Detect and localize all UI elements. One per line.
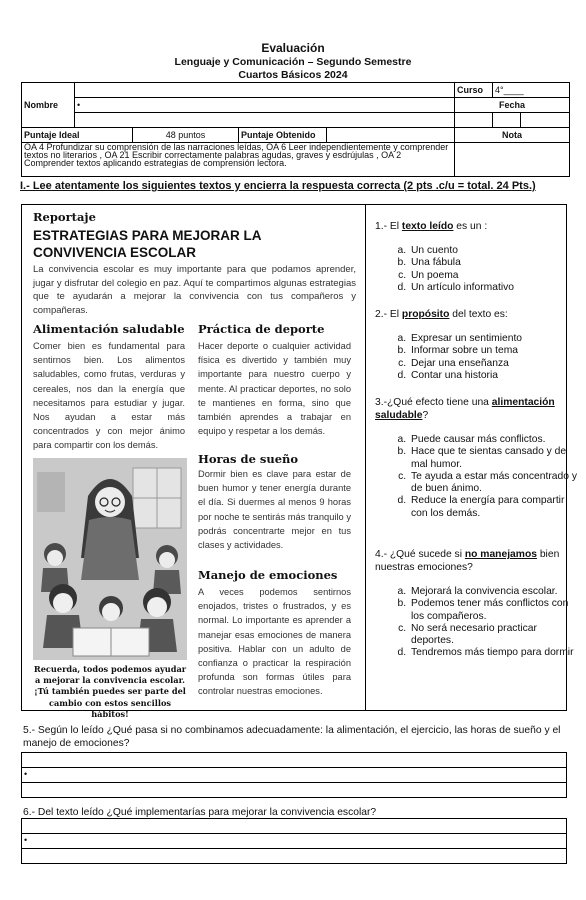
answer-line[interactable]	[22, 819, 566, 834]
section-heading-sueno: Horas de sueño	[198, 452, 299, 466]
answer-line[interactable]	[22, 768, 566, 783]
question-4-option-b[interactable]: b. Podemos tener más conflictos con los compañeros.	[409, 598, 581, 623]
question-5: 5.- Según lo leído ¿Qué pasa si no combinamos adecuadamente: la alimentación, el ejercicio, las horas de sueño y el manejo de emociones?	[23, 725, 561, 749]
question-2-option-c[interactable]: c. Dejar una enseñanza	[409, 358, 581, 370]
nota-label: Nota	[455, 128, 570, 143]
instructions: I.- Lee atentamente los siguientes textos y encierra la respuesta correcta (2 pts .c/u = total. 24 Pts.)	[20, 180, 536, 192]
article-intro: La convivencia escolar es muy importante para que podamos aprender, jugar y disfrutar del colegio en paz. Aquí te compartimos algunas estrategias que te ayudarán a mejorar la convivencia con tus compañeros y compañeras.	[33, 264, 356, 316]
answer-line[interactable]	[22, 783, 566, 797]
section-heading-emociones: Manejo de emociones	[198, 568, 338, 582]
nota-field[interactable]	[455, 143, 570, 177]
section-text-deporte: Hacer deporte o cualquier actividad física es divertido y también muy importante para nuestro cuerpo y mente. Al practicar deportes, no solo te mantienes en forma, sino que también aprendes a trabajar en equipo y respetar a los demás.	[198, 341, 351, 437]
illustration-caption: Recuerda, todos podemos ayudar a mejorar la convivencia escolar. ¡Tú también puedes ser parte del cambio con estos sencillos hábitos!	[33, 664, 187, 719]
question-4-option-d[interactable]: d. Tendremos más tiempo para dormir	[409, 647, 581, 659]
question-1-option-a[interactable]: a. Un cuento	[409, 245, 581, 257]
section-text-emociones: A veces podemos sentirnos enojados, tristes o frustrados, y es normal. Lo importante es aprender a manejar esas emociones de manera positiva. Hablar con un adulto de confianza o practicar la respiración profunda son formas útiles para controlar nuestras emociones.	[198, 587, 351, 697]
section-text-sueno: Dormir bien es clave para estar de buen humor y tener energía durante el día. Si duermes al menos 9 horas por noche te sentirás más tranquilo y podrás concentrarte mejor en tus clases y actividades.	[198, 469, 351, 551]
bullet-marker: •	[24, 769, 28, 779]
question-1: 1.- El texto leído es un :	[375, 221, 488, 232]
question-3-option-c[interactable]: c. Te ayuda a estar más concentrado y de buen ánimo.	[409, 471, 581, 496]
question-1-option-b[interactable]: b. Una fábula	[409, 257, 581, 269]
question-2-options	[393, 333, 581, 382]
question-4-options	[393, 586, 581, 660]
question-1-option-c[interactable]: c. Un poema	[409, 270, 581, 282]
question-4-option-c[interactable]: c. No será necesario practicar deportes.	[409, 623, 581, 648]
article-label: Reportaje	[33, 210, 96, 224]
section-heading-deporte: Práctica de deporte	[198, 322, 325, 336]
question-2: 2.- El propósito del texto es:	[375, 309, 508, 320]
bullet-marker: •	[24, 835, 28, 845]
question-6-answer-lines[interactable]	[21, 818, 567, 864]
puntaje-obtenido-field[interactable]	[327, 128, 455, 143]
answer-line[interactable]	[22, 753, 566, 768]
fecha-day-field[interactable]	[455, 113, 493, 128]
puntaje-obtenido-label: Puntaje Obtenido	[239, 128, 327, 143]
nombre-label: Nombre	[22, 83, 75, 128]
question-2-option-d[interactable]: d. Contar una historia	[409, 370, 581, 382]
question-3: 3.-¿Qué efecto tiene una alimentación saludable?	[375, 397, 555, 421]
question-3-option-a[interactable]: a. Puede causar más conflictos.	[409, 434, 581, 446]
question-1-options	[393, 245, 581, 294]
section-text-alimentacion: Comer bien es fundamental para sentirnos bien. Los alimentos saludables, como frutas, verduras y cereales, nos dan la energía que necesitamos para estudiar y jugar. Nos ayudan a estar más concentrados y con mejor ánimo para compartir con los demás.	[33, 341, 185, 451]
classroom-illustration	[33, 458, 187, 660]
nombre-field[interactable]: •	[75, 98, 455, 113]
nombre-line-top	[75, 83, 455, 98]
question-4-option-a[interactable]: a. Mejorará la convivencia escolar.	[409, 586, 581, 598]
question-1-option-d[interactable]: d. Un artículo informativo	[409, 282, 581, 294]
section-heading-alimentacion: Alimentación saludable	[33, 322, 185, 336]
question-2-option-a[interactable]: a. Expresar un sentimiento	[409, 333, 581, 345]
nombre-line-bottom	[75, 113, 455, 128]
question-6: 6.- Del texto leído ¿Qué implementarías para mejorar la convivencia escolar?	[23, 807, 377, 818]
question-3-options	[393, 434, 581, 520]
puntaje-ideal-value: 48 puntos	[133, 128, 239, 143]
fecha-month-field[interactable]	[493, 113, 521, 128]
curso-field[interactable]: 4°____	[493, 83, 570, 98]
article-title: ESTRATEGIAS PARA MEJORAR LA CONVIVENCIA ESCOLAR	[33, 228, 262, 260]
question-3-option-b[interactable]: b. Hace que te sientas cansado y de mal humor.	[409, 446, 581, 471]
puntaje-ideal-label: Puntaje Ideal	[22, 128, 133, 143]
exam-course-year: Cuartos Básicos 2024	[238, 69, 348, 81]
question-3-option-d[interactable]: d. Reduce la energía para compartir con los demás.	[409, 495, 581, 520]
question-4: 4.- ¿Qué sucede si no manejamos bien nuestras emociones?	[375, 549, 560, 573]
answer-line[interactable]	[22, 849, 566, 863]
exam-subject: Lenguaje y Comunicación – Segundo Semestre	[174, 56, 412, 68]
fecha-label: Fecha	[455, 98, 570, 113]
answer-line[interactable]	[22, 834, 566, 849]
learning-objectives: OA 4 Profundizar su comprensión de las narraciones leídas, OA 6 Leer independientemente y comprender textos no literarios , OA 21 Escribir correctamente palabras agudas, graves y esdrújulas , OA 2 Comprender textos aplicando estrategias de comprensión lectora.	[22, 143, 455, 177]
column-divider	[365, 204, 366, 711]
curso-label: Curso	[455, 83, 493, 98]
question-2-option-b[interactable]: b. Informar sobre un tema	[409, 345, 581, 357]
question-5-answer-lines[interactable]	[21, 752, 567, 798]
exam-title: Evaluación	[261, 41, 325, 55]
fecha-year-field[interactable]	[521, 113, 570, 128]
student-info-table	[21, 82, 570, 177]
